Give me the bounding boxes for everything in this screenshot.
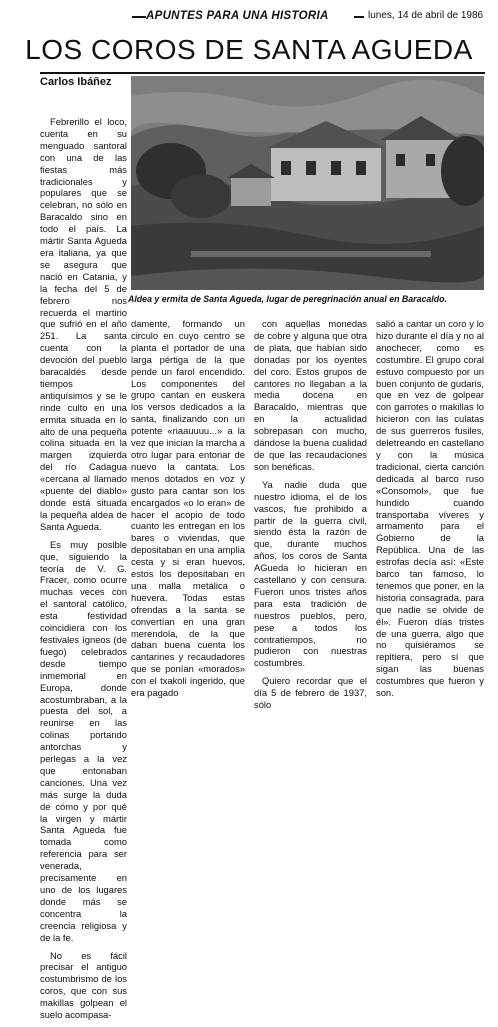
paragraph: damente, formando un circulo en cuyo centro se planta el portador de una larga pértiga de la que pende un farol encendido. Los componentes del grupo cantan en euskera los versos dedicados a la santa, finalizando con un potente «riaauuuu...» a la vez que inician la marcha a otro lugar para entonar de nuevo la cantata. Los menos dotados en voz y gusto para cantar son los encargados «o lo eran» de hacer el acopio de todo cuanto les entregan en los bares o viviendas, que depositaban en una amplia cesta y si eran huevos, estos los depositaban en una malla metálica o huevera. Todas estas ofrendas a la santa se convertían en una gran merendola, de la que daban buena cuenta los cantarines y recaudadores que se ponían «morados» con el txakoli ingerido, que era pagado [131,318,245,699]
article-title: LOS COROS DE SANTA AGUEDA [25,34,473,65]
publication-date: lunes, 14 de abril de 1986 [368,10,484,21]
paragraph: salió a cantar un coro y lo hizo durante el día y no al anochecer, como es costumbre. El grupo coral estuvo compuesto por un buen conjunto de gudaris, que en vez de golpear con garrotes o makillas lo hicieron con las culatas de sus guerreros fusiles, deletreando en castellano y con la música tradicional, cierta canción dedicada al barco ruso «Consomol», que fue hundido cuando transportaba víveres y armamento para el Gobierno de la República. Una de las estrofas decía así: «Este barco tan famoso, lo tenemos que poner, en la historia consagrada, para que nadie se olvide de él». Fueron días tristes de una guerra, algo que no quisiéramos se repitiera, pero sí que sigan las buenas costumbres que fueron y son. [376,318,484,699]
photo-caption: Aldea y ermita de Santa Agueda, lugar de peregrinación anual en Baracaldo. [128,294,447,304]
section-title: APUNTES PARA UNA HISTORIA [146,10,329,22]
article-photo [131,76,484,290]
text-column-4 [376,318,484,705]
header-rule-right [354,16,364,18]
paragraph: con aquellas monedas de cobre y alguna que otra de plata, que habían sido donadas por los oyentes del coro. Estos grupos de cantores no llegaban a la media docena en Baracaldo, mientras que en la actualidad sobrepasan con mucho, dándose la buena cualidad de que las recaudaciones son benéficas. [254,318,367,472]
text-column-1 [40,116,127,1027]
paragraph: No es fácil precisar el antiguo costumbrismo de los coros, que con sus makillas golpean el suelo acompasa- [40,949,127,1021]
page-header [0,8,498,24]
paragraph: Es muy posible que, siguiendo la teoría de V. G. Fracer, como ocurre muchas veces con el santoral católico, esta festividad coincidiera con los festivales ígneos (de fuego) celebrados desde tiempo inmemorial en Europa, donde acostumbraban, a la puesta del sol, a reunirse en las colinas portando antorchas y perlegas a la vez que entonaban canciones. Una vez más surge la duda de cómo y por qué la virgen y mártir Santa Agueda fue tomada como referencia para ser venerada, precisamente en uno de los lugares donde más se concentra la creencia religiosa y de la fe. [40,538,127,943]
paragraph: Quiero recordar que el día 5 de febrero de 1937, sólo [254,675,367,711]
text-column-2 [131,318,245,705]
paragraph: Ya nadie duda que nuestro idioma, el de los vascos, fue prohibido a partir de la guerra civil, siendo ésta la razón de que, durante muchos años, los coros de Santa AGueda lo hicieran en castellano y con censura. Fueron unos tristes años para esta tradición de nuestros pueblos, pero, pese a todos los contratiempos, no pudieron con nuestras costumbres. [254,478,367,669]
title-rule [40,72,485,74]
text-column-3 [254,318,367,717]
author-byline: Carlos Ibáñez [40,76,112,88]
landscape-photo [131,76,484,290]
paragraph: Febrerillo el loco, cuenta en su menguado santoral con una de las fiestas más tradicionales y populares que se celebran, no sólo en Baracaldo sino en todo el país. La mártir Santa Agueda era italiana, ya que se asegura que nació en Catania, y la fecha del 5 de febrero nos recuerda el martirio que sufrió en el año 251. La santa cuenta con la devoción del pueblo baracaldés desde tiempos antiquísimos y se le rinde culto en una ermita situada en lo alto de una pequeña colina situada en la margen izquierda del río Cadagua «cercana al llamado «puente del diablo» donde está situada la pequeña aldea de Santa Agueda. [40,116,127,532]
header-rule-left [132,16,146,18]
